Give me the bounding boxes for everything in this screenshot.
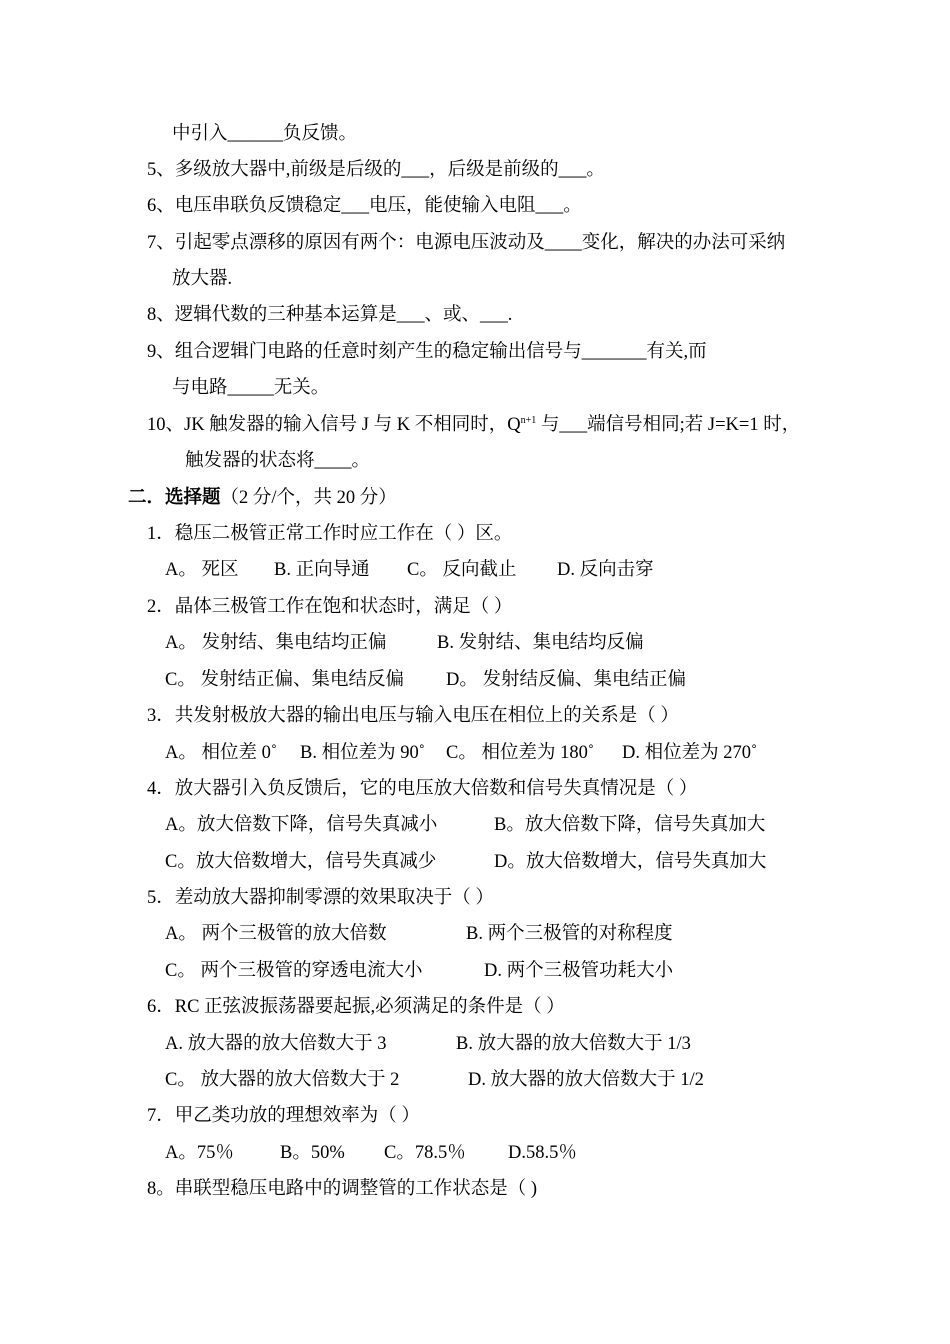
option: B. 两个三极管的对称程度 <box>466 924 673 944</box>
option: A。 发射结、集电结均正偏 <box>165 633 387 653</box>
text-line: 与电路_____无关。 <box>172 378 330 398</box>
question: 2．晶体三极管工作在饱和状态时，满足（ ） <box>147 597 513 617</box>
option: D. 相位差为 270˚ <box>622 743 758 763</box>
section-heading <box>128 486 397 510</box>
text-line: 5、多级放大器中,前级是后级的___，后级是前级的___。 <box>147 160 605 180</box>
text-line-jk <box>147 413 800 437</box>
option: A. 放大器的放大倍数大于 3 <box>165 1034 387 1054</box>
question: 7．甲乙类功放的理想效率为（ ） <box>147 1106 420 1126</box>
question: 3．共发射极放大器的输出电压与输入电压在相位上的关系是（ ） <box>147 706 679 726</box>
question: 6．RC 正弦波振荡器要起振,必须满足的条件是（ ） <box>147 997 565 1017</box>
option: B. 相位差为 90˚ <box>300 743 425 763</box>
option: D. 放大器的放大倍数大于 1/2 <box>468 1070 704 1090</box>
text-line: 中引入______负反馈。 <box>172 124 358 144</box>
section-title: 二．选择题 <box>128 488 221 508</box>
option: A。 相位差 0˚ <box>165 743 278 763</box>
option: C。 放大器的放大倍数大于 2 <box>165 1070 400 1090</box>
option: B。放大倍数下降，信号失真加大 <box>494 815 766 835</box>
option: C。放大倍数增大，信号失真减少 <box>165 852 437 872</box>
text-line: 7、引起零点漂移的原因有两个：电源电压波动及____变化，解决的办法可采纳 <box>147 233 786 253</box>
text-line: 9、组合逻辑门电路的任意时刻产生的稳定输出信号与_______有关,而 <box>147 342 707 362</box>
option: D.58.5％ <box>508 1143 577 1163</box>
option: B. 正向导通 <box>274 560 370 580</box>
text-line: 6、电压串联负反馈稳定___电压，能使输入电阻___。 <box>147 196 582 216</box>
option: D. 两个三极管功耗大小 <box>484 961 674 981</box>
option: C。 两个三极管的穿透电流大小 <box>165 961 423 981</box>
section-score: （2 分/个，共 20 分） <box>220 488 397 508</box>
option: C。 反向截止 <box>407 560 517 580</box>
question: 8。串联型稳压电路中的调整管的工作状态是（ ) <box>147 1179 538 1199</box>
option: C。 发射结正偏、集电结反偏 <box>165 670 404 690</box>
superscript-n1: n+1 <box>520 415 537 426</box>
option: A。放大倍数下降，信号失真减小 <box>165 815 438 835</box>
text-line: 触发器的状态将____。 <box>185 451 371 471</box>
option: A。 死区 <box>165 560 239 580</box>
option: D。放大倍数增大，信号失真加大 <box>494 852 767 872</box>
text-line: 8、逻辑代数的三种基本运算是___、或、___. <box>147 305 513 325</box>
question: 4．放大器引入负反馈后，它的电压放大倍数和信号失真情况是（ ） <box>147 779 698 799</box>
option: C。 相位差为 180˚ <box>446 743 595 763</box>
question: 1．稳压二极管正常工作时应工作在（ ）区。 <box>147 524 513 544</box>
option: B. 发射结、集电结均反偏 <box>437 633 644 653</box>
text-line: 放大器. <box>172 269 233 289</box>
jk-text-pre: 10、JK 触发器的输入信号 J 与 K 不相同时，Q <box>147 415 521 435</box>
option: B。50% <box>280 1143 345 1163</box>
option: A。 两个三极管的放大倍数 <box>165 924 387 944</box>
option: D。 发射结反偏、集电结正偏 <box>446 670 686 690</box>
option: D. 反向击穿 <box>557 560 654 580</box>
option: B. 放大器的放大倍数大于 1/3 <box>456 1034 691 1054</box>
jk-text-post: 与___端信号相同;若 J=K=1 时， <box>536 415 801 435</box>
option: A。75％ <box>165 1143 234 1163</box>
question: 5．差动放大器抑制零漂的效果取决于（ ） <box>147 888 494 908</box>
option: C。78.5％ <box>384 1143 466 1163</box>
